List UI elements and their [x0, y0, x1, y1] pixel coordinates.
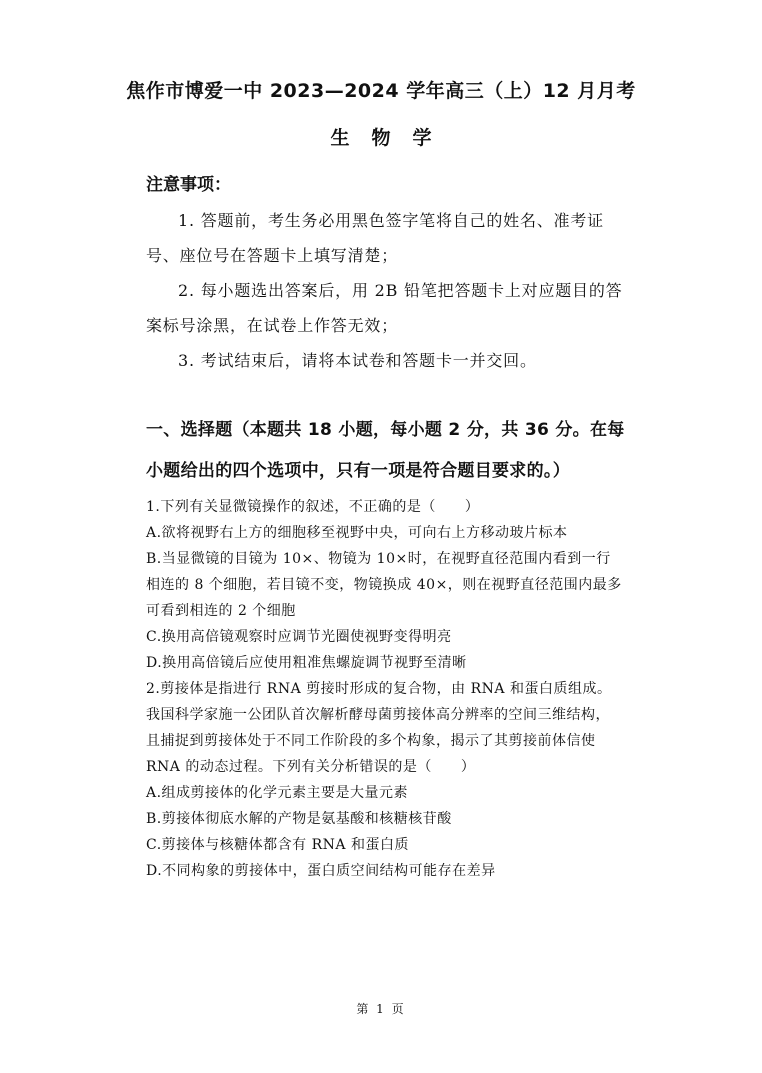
question-option: A.欲将视野右上方的细胞移至视野中央，可向右上方移动玻片标本 [146, 525, 568, 541]
notice-item: 1. 答题前，考生务必用黑色签字笔将自己的姓名、准考证号、座位号在答题卡上填写清楚； [146, 211, 604, 265]
question-list [146, 494, 624, 884]
question-option: B.当显微镜的目镜为 10×、物镜为 10×时，在视野直径范围内看到一行相连的 8 个细胞，若目镜不变，物镜换成 40×，则在视野直径范围内最多可看到相连的 2 个细胞 [146, 551, 622, 619]
question-option: D.不同构象的剪接体中，蛋白质空间结构可能存在差异 [146, 863, 496, 879]
subject-title: 生物学 [330, 127, 454, 149]
notice-list [146, 203, 634, 378]
notice-heading: 注意事项： [146, 175, 231, 195]
question-option: B.剪接体彻底水解的产物是氨基酸和核糖核苷酸 [146, 811, 452, 827]
question-stem: 2.剪接体是指进行 RNA 剪接时形成的复合物，由 RNA 和蛋白质组成。我国科学家施一公团队首次解析酵母菌剪接体高分辨率的空间三维结构，且捕捉到剪接体处于不同工作阶段的多个构象，揭示了其剪接前体信使 RNA 的动态过程。下列有关分析错误的是（ ） [146, 681, 612, 775]
notice-item: 2. 每小题选出答案后，用 2B 铅笔把答题卡上对应题目的答案标号涂黑，在试卷上作答无效； [146, 281, 623, 335]
question-option: A.组成剪接体的化学元素主要是大量元素 [146, 785, 409, 801]
notice-item: 3. 考试结束后，请将本试卷和答题卡一并交回。 [178, 351, 537, 370]
question-option: C.剪接体与核糖体都含有 RNA 和蛋白质 [146, 837, 409, 853]
question-stem: 1.下列有关显微镜操作的叙述，不正确的是（ ） [146, 499, 480, 515]
page-number: 第 1 页 [356, 1002, 406, 1016]
question-option: C.换用高倍镜观察时应调节光圈使视野变得明亮 [146, 629, 452, 645]
exam-title: 焦作市博爱一中 2023—2024 学年高三（上）12 月月考 [126, 80, 636, 102]
question-option: D.换用高倍镜后应使用粗准焦螺旋调节视野至清晰 [146, 655, 467, 671]
section-heading: 一、选择题（本题共 18 小题，每小题 2 分，共 36 分。在每小题给出的四个选项中，只有一项是符合题目要求的。） [146, 420, 625, 481]
